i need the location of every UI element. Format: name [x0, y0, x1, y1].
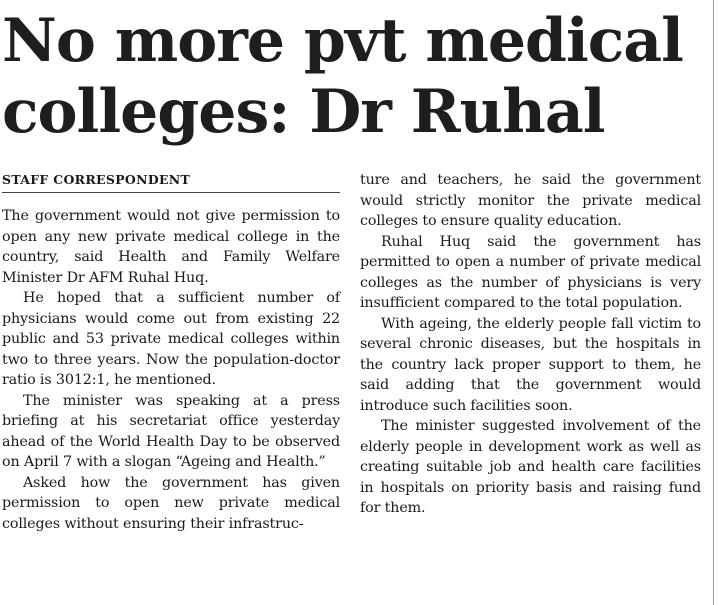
article-column-1	[2, 170, 340, 534]
byline: STAFF CORRESPONDENT	[2, 170, 340, 193]
paragraph: The minister suggested involvement of the elderly people in development work as well as creating suitable job and health care facilities in hospitals on priority basis and raising fund for them.	[360, 418, 701, 516]
column-divider-rule	[713, 0, 714, 605]
paragraph: ture and teachers, he said the government would strictly monitor the private medical colleges to ensure quality education.	[360, 172, 701, 229]
headline-line-2: colleges: Dr Ruhal	[2, 77, 605, 147]
article-column-2	[360, 170, 701, 519]
paragraph: Asked how the government has given permission to open new private medical colleges without ensuring their infrastruc-	[2, 474, 340, 532]
headline-line-1: No more pvt medical	[2, 6, 683, 76]
paragraph: The government would not give permission to open any new private medical college in the country, said Health and Family Welfare Minister Dr AFM Ruhal Huq.	[2, 208, 340, 286]
paragraph: He hoped that a sufficient number of physicians would come out from existing 22 public and 53 private medical colleges within two to three years. Now the population-doctor ratio is 3012:1, he mentioned.	[2, 290, 340, 388]
paragraph: Ruhal Huq said the government has permitted to open a number of private medical colleges as the number of physicians is very insufficient compared to the total population.	[360, 233, 701, 311]
paragraph: With ageing, the elderly people fall victim to several chronic diseases, but the hospitals in the country lack proper support to them, he said adding that the government would introduce such facilities soon.	[360, 315, 701, 414]
paragraph: The minister was speaking at a press briefing at his secretariat office yesterday ahead of the World Health Day to be observed on April 7 with a slogan “Ageing and Health.”	[2, 392, 340, 470]
headline	[2, 6, 707, 148]
